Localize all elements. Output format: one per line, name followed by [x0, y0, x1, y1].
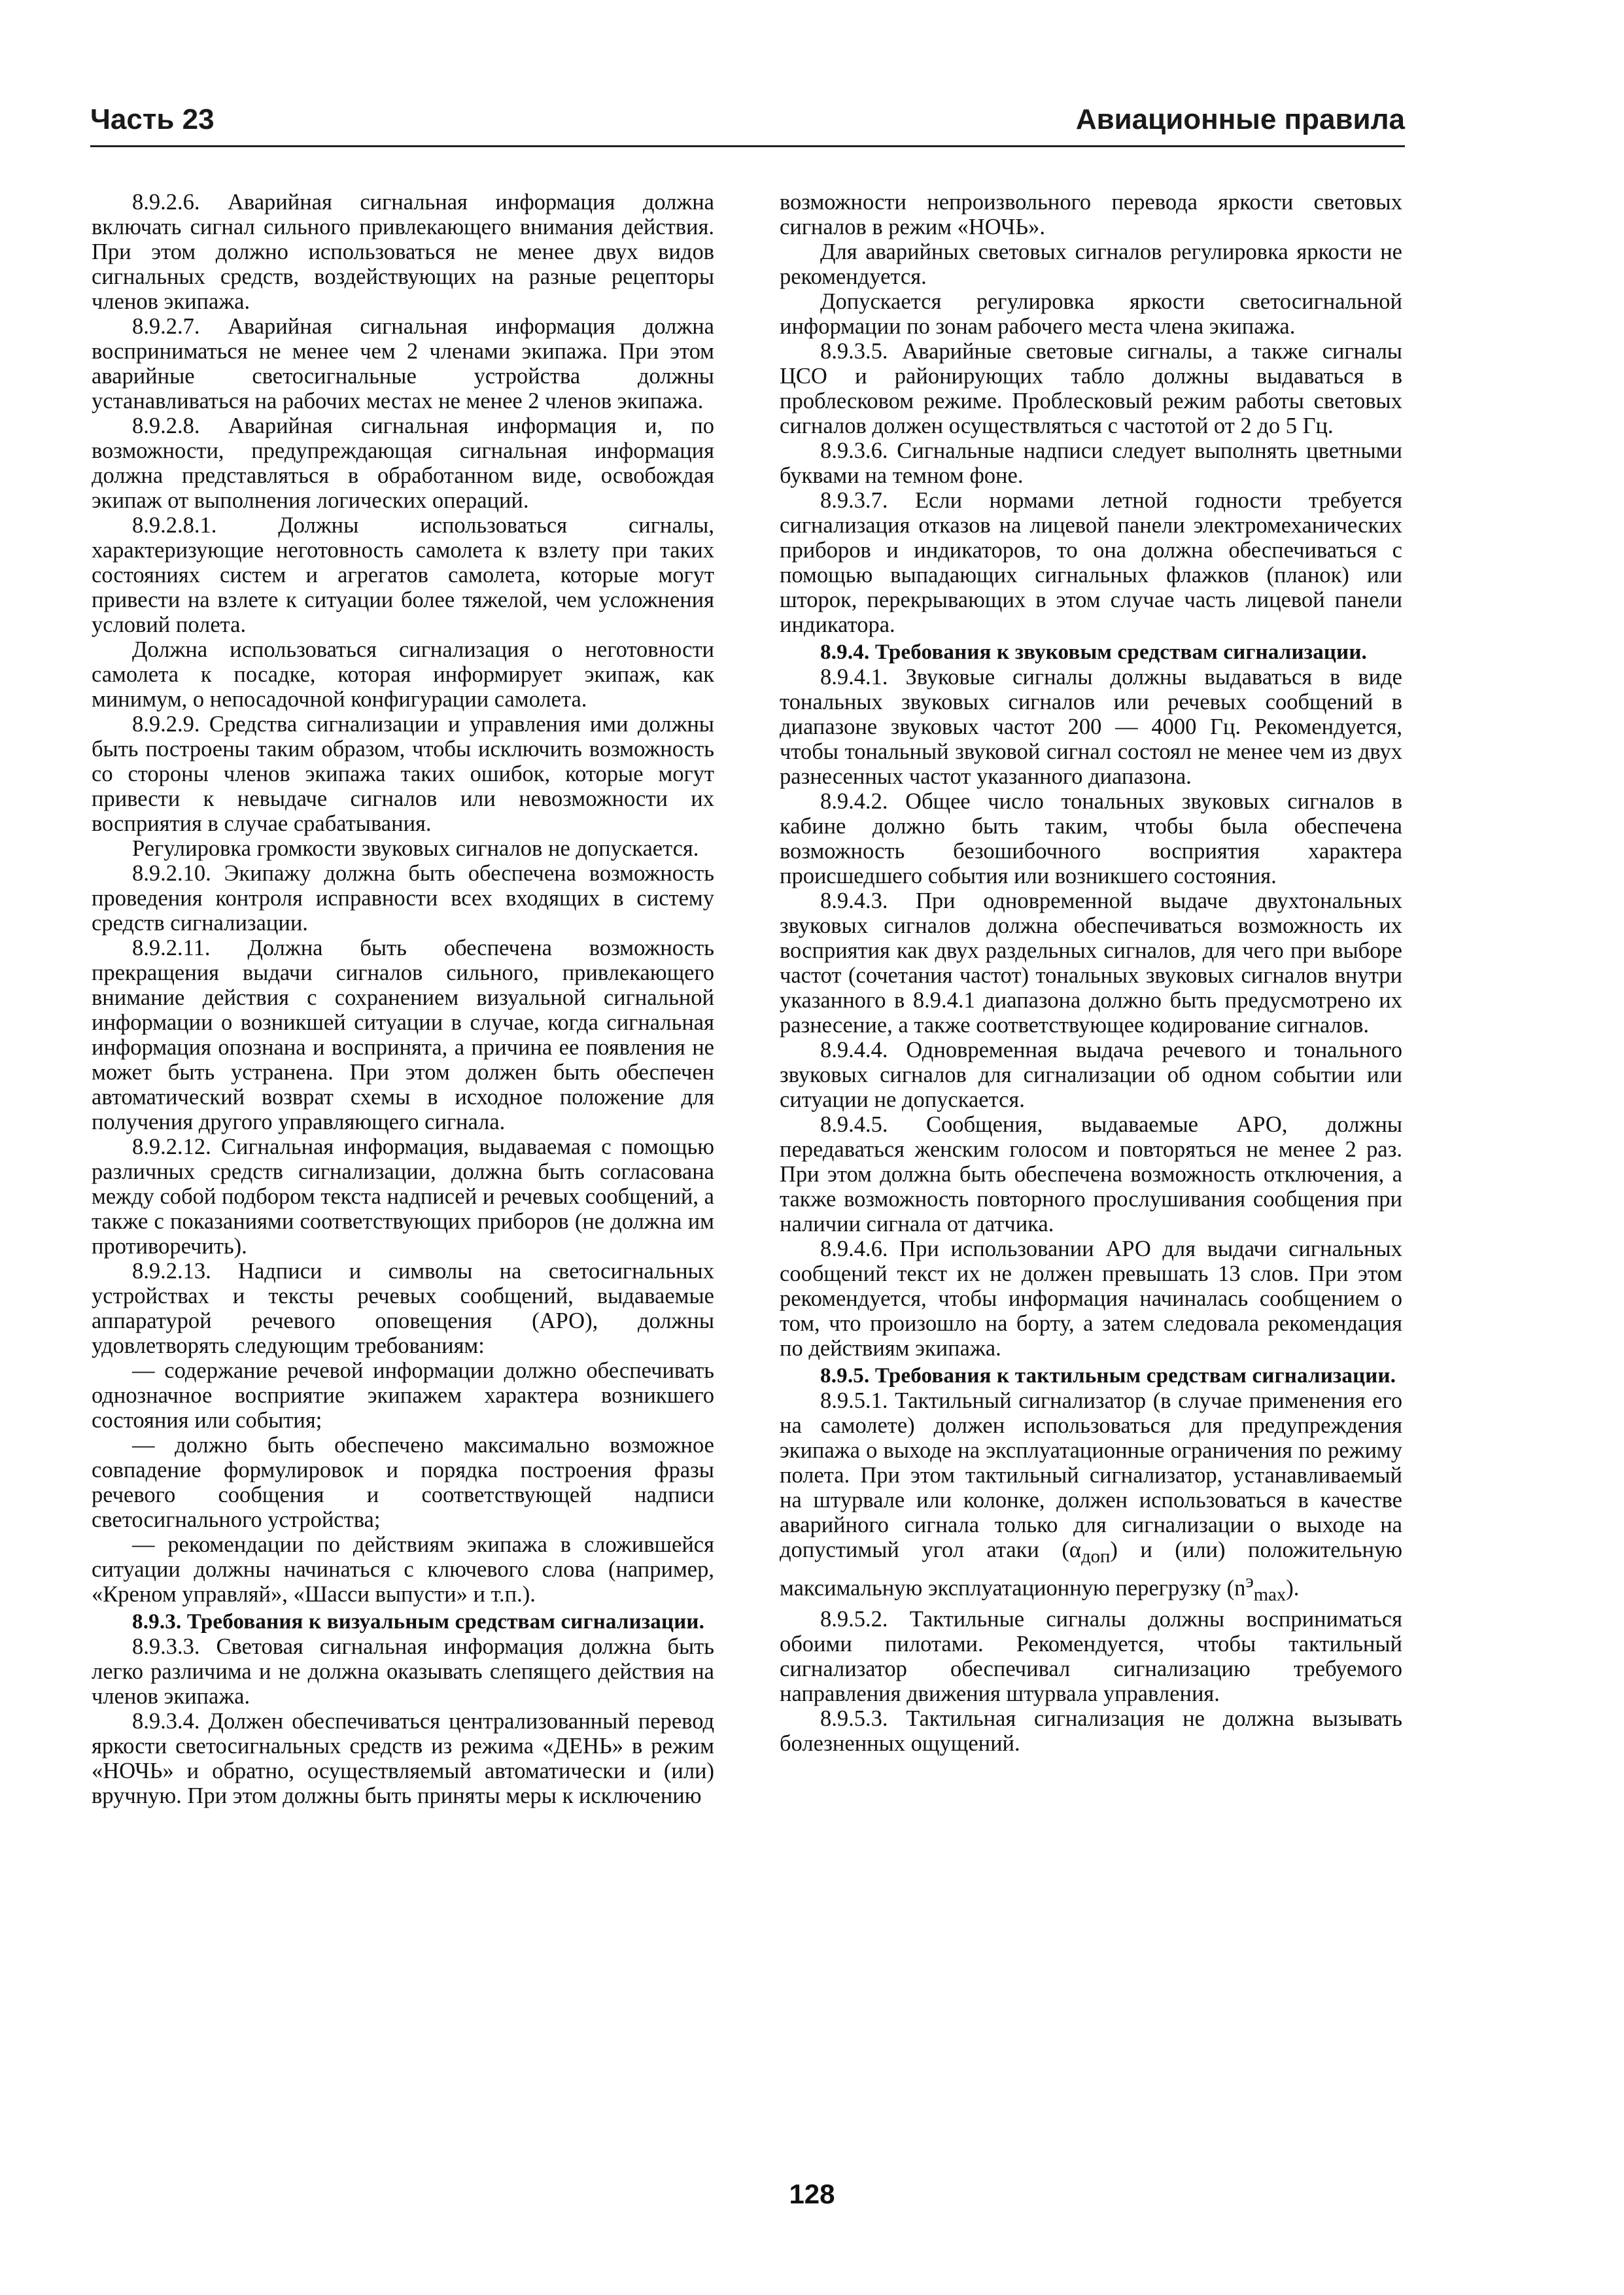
paragraph-text: 8.9.4.4. Одновременная выдача речевого и тонального звуковых сигналов для сигнализации об одном событии или ситуации не допускается.: [780, 1038, 1402, 1112]
paragraph-text: 8.9.3.4. Должен обеспечиваться централизованный перевод яркости светосигнальных средств из режима «ДЕНЬ» в режим «НОЧЬ» и обратно, осуществляемый автоматически и (или) вручную. При этом должны быть приняты меры к исключению: [92, 1709, 714, 1808]
superscript-text: э: [1245, 1570, 1254, 1592]
paragraph: [780, 1236, 1402, 1361]
paragraph-text: 8.9.2.13. Надписи и символы на светосигнальных устройствах и тексты речевых сообщений, выдаваемые аппаратурой речевого оповещения (АРО), должны удовлетворять следующим требованиям:: [92, 1259, 714, 1358]
paragraph: [92, 314, 714, 413]
paragraph: [92, 637, 714, 712]
section-heading: [780, 1363, 1402, 1388]
subscript-text: max: [1253, 1584, 1287, 1605]
paragraph-text: 8.9.3.6. Сигнальные надписи следует выполнять цветными буквами на темном фоне.: [780, 438, 1402, 488]
paragraph-text: 8.9.3.3. Световая сигнальная информация должна быть легко различима и не должна оказывать слепящего действия на членов экипажа.: [92, 1634, 714, 1709]
paragraph-text: 8.9.4.2. Общее число тональных звуковых сигналов в кабине должно быть таким, чтобы была обеспечена возможность безошибочного восприятия характера происшедшего события или возникшего состояния.: [780, 789, 1402, 888]
page-header: [90, 103, 1405, 147]
paragraph-text: 8.9.2.9. Средства сигнализации и управления ими должны быть построены таким образом, чтобы исключить возможность со стороны членов экипажа таких ошибок, которые могут привести к невыдаче сигналов или невозможности их восприятия в случае срабатывания.: [92, 712, 714, 836]
paragraph-text: — должно быть обеспечено максимально возможное совпадение формулировок и порядка построения фразы речевого сообщения и соответствующей надписи светосигнального устройства;: [92, 1433, 714, 1532]
paragraph: [780, 289, 1402, 339]
paragraph: [780, 1607, 1402, 1706]
subscript-text: доп: [1080, 1545, 1111, 1567]
paragraph: [92, 861, 714, 936]
paragraph: [92, 1532, 714, 1607]
paragraph-text: 8.9.2.10. Экипажу должна быть обеспечена возможность проведения контроля исправности всех входящих в систему средств сигнализации.: [92, 861, 714, 936]
paragraph-text: 8.9.5. Требования к тактильным средствам сигнализации.: [820, 1364, 1396, 1388]
paragraph: [92, 936, 714, 1134]
paragraph-text: — рекомендации по действиям экипажа в сложившейся ситуации должны начинаться с ключевого слова (например, «Креном управляй», «Шасси выпусти» и т.п.).: [92, 1532, 714, 1607]
paragraph: [92, 836, 714, 861]
paragraph: [92, 1358, 714, 1433]
section-heading: [92, 1609, 714, 1634]
paragraph-text: — содержание речевой информации должно обеспечивать однозначное восприятие экипажем характера возникшего состояния или события;: [92, 1358, 714, 1433]
paragraph-text: 8.9.4.1. Звуковые сигналы должны выдаваться в виде тональных звуковых сигналов или речевых сообщений в диапазоне звуковых частот 200 — 4000 Гц. Рекомендуется, чтобы тональный звуковой сигнал состоял не менее чем из двух разнесенных частот указанного диапазона.: [780, 665, 1402, 789]
paragraph-text: 8.9.3.7. Если нормами летной годности требуется сигнализация отказов на лицевой панели электромеханических приборов и индикаторов, то она должна обеспечиваться с помощью выпадающих сигнальных флажков (планок) или шторок, перекрывающих в этом случае часть лицевой панели индикатора.: [780, 488, 1402, 637]
paragraph-text: Должна использоваться сигнализация о неготовности самолета к посадке, которая информирует экипаж, как минимум, о непосадочной конфигурации самолета.: [92, 637, 714, 712]
paragraph-text: 8.9.4.3. При одновременной выдаче двухтональных звуковых сигналов должна обеспечиваться возможность их восприятия как двух раздельных сигналов, для чего при выборе частот (сочетания частот) тональных звуковых сигналов внутри указанного в 8.9.4.1 диапазона должно быть предусмотрено их разнесение, а также соответствующее кодирование сигналов.: [780, 888, 1402, 1038]
paragraph: [780, 789, 1402, 888]
paragraph-text: 8.9.2.6. Аварийная сигнальная информация должна включать сигнал сильного привлекающего внимания действия. При этом должно использоваться не менее двух видов сигнальных средств, воздействующих на разные рецепторы членов экипажа.: [92, 190, 714, 314]
paragraph: [92, 1433, 714, 1532]
header-title: Авиационные правила: [1075, 103, 1405, 135]
left-text-column: [92, 190, 714, 2152]
paragraph-text: 8.9.4.6. При использовании АРО для выдачи сигнальных сообщений текст их не должен превышать 13 слов. При этом рекомендуется, чтобы информация начиналась сообщением о том, что произошло на борту, а затем следовала рекомендация по действиям экипажа.: [780, 1236, 1402, 1361]
paragraph-text: 8.9.5.2. Тактильные сигналы должны восприниматься обоими пилотами. Рекомендуется, чтобы тактильный сигнализатор обеспечивал сигнализацию требуемого направления движения штурвала управления.: [780, 1607, 1402, 1707]
paragraph-text: 8.9.2.12. Сигнальная информация, выдаваемая с помощью различных средств сигнализации, должна быть согласована между собой подбором текста надписей и речевых сообщений, а также с показаниями соответствующих приборов (не должна им противоречить).: [92, 1134, 714, 1259]
paragraph-text: возможности непроизвольного перевода яркости световых сигналов в режим «НОЧЬ».: [780, 190, 1402, 239]
paragraph-text: 8.9.5.3. Тактильная сигнализация не должна вызывать болезненных ощущений.: [780, 1706, 1402, 1757]
paragraph: [780, 665, 1402, 789]
paragraph: [780, 339, 1402, 438]
paragraph-text: 8.9.5.1. Тактильный сигнализатор (в случае применения его на самолете) должен использоваться для предупреждения экипажа о выходе на эксплуатационные ограничения по режиму полета. При этом тактильный сигнализатор, устанавливаемый на штурвале или колонке, должен использоваться в качестве аварийного сигнала только для сигнализации о выходе на допустимый угол атаки (α: [780, 1388, 1402, 1562]
paragraph: [780, 888, 1402, 1038]
paragraph-text: 8.9.4.5. Сообщения, выдаваемые АРО, должны передаваться женским голосом и повторяться не менее 2 раз. При этом должна быть обеспечена возможность отключения, а также возможность повторного прослушивания сообщения при наличии сигнала от датчика.: [780, 1112, 1402, 1236]
paragraph: [92, 1634, 714, 1709]
section-heading: [780, 640, 1402, 665]
paragraph: [780, 1706, 1402, 1756]
paragraph: [780, 438, 1402, 488]
paragraph: [92, 413, 714, 513]
paragraph-text: 8.9.2.11. Должна быть обеспечена возможность прекращения выдачи сигналов сильного, привлекающего внимание действия с сохранением визуальной сигнальной информации о возникшей ситуации в случае, когда сигнальная информация опознана и воспринята, а причина ее появления не может быть устранена. При этом должен быть обеспечен автоматический возврат схемы в исходное положение для получения другого управляющего сигнала.: [92, 936, 714, 1134]
right-text-column: [780, 190, 1402, 2152]
paragraph-text: Регулировка громкости звуковых сигналов не допускается.: [132, 836, 699, 861]
paragraph-text: 8.9.2.7. Аварийная сигнальная информация должна восприниматься не менее чем 2 членами экипажа. При этом аварийные светосигнальные устройства должны устанавливаться на рабочих местах не менее 2 членов экипажа.: [92, 314, 714, 413]
paragraph: [780, 1112, 1402, 1236]
paragraph: [92, 513, 714, 637]
paragraph: [780, 488, 1402, 637]
paragraph: [780, 1038, 1402, 1112]
paragraph-text: 8.9.2.8. Аварийная сигнальная информация и, по возможности, предупреждающая сигнальная информация должна представляться в обработанном виде, освобождая экипаж от выполнения логических операций.: [92, 413, 714, 513]
paragraph: [92, 1709, 714, 1808]
paragraph: [780, 239, 1402, 289]
paragraph-text: Для аварийных световых сигналов регулировка яркости не рекомендуется.: [780, 239, 1402, 289]
paragraph: [92, 190, 714, 314]
paragraph-text: 8.9.3. Требования к визуальным средствам сигнализации.: [132, 1610, 705, 1634]
paragraph: [92, 712, 714, 836]
paragraph-text: 8.9.4. Требования к звуковым средствам сигнализации.: [820, 640, 1367, 664]
paragraph-text: 8.9.3.5. Аварийные световые сигналы, а также сигналы ЦСО и районирующих табло должны выдаваться в проблесковом режиме. Проблесковый режим работы световых сигналов должен осуществляться с частотой от 2 до 5 Гц.: [780, 339, 1402, 438]
paragraph-text: ) и (или) положительную максимальную эксплуатационную перегрузку (n: [780, 1537, 1402, 1601]
paragraph-text: Допускается регулировка яркости светосигнальной информации по зонам рабочего места члена экипажа.: [780, 289, 1402, 339]
paragraph: [780, 190, 1402, 239]
header-part-label: Часть 23: [90, 103, 215, 135]
paragraph: [92, 1134, 714, 1259]
paragraph-text: ).: [1286, 1575, 1300, 1601]
page-number: 128: [789, 2179, 835, 2209]
paragraph: [780, 1388, 1402, 1607]
paragraph-text: 8.9.2.8.1. Должны использоваться сигналы, характеризующие неготовность самолета к взлету при таких состояниях систем и агрегатов самолета, которые могут привести на взлете к ситуации более тяжелой, чем усложнения условий полета.: [92, 513, 714, 637]
paragraph: [92, 1259, 714, 1358]
